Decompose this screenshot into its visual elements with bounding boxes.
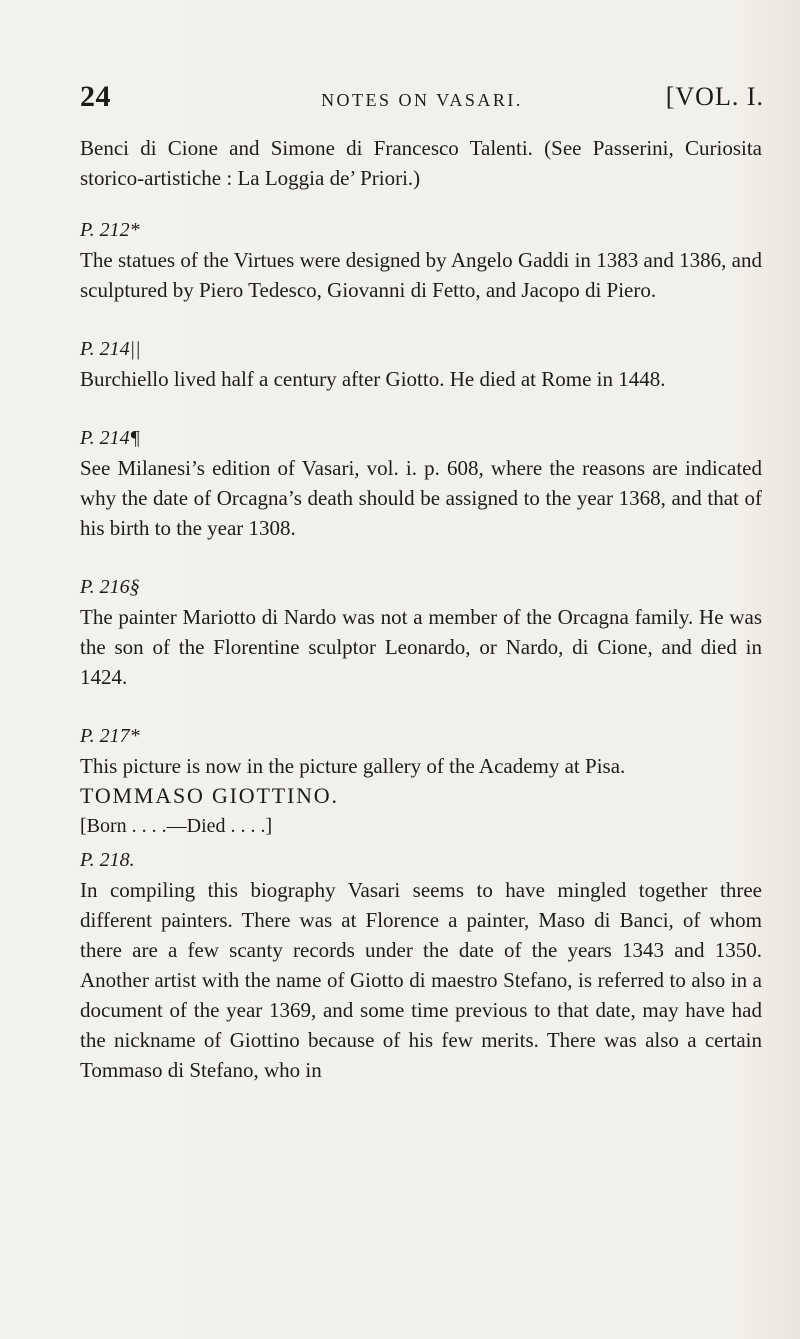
page-body xyxy=(80,133,762,1085)
note-heading: P. 217* xyxy=(80,725,140,747)
section-dates: [Born . . . .—Died . . . .] xyxy=(80,815,273,837)
section-note-heading: P. 218. xyxy=(80,849,135,871)
note-paragraph: Burchiello lived half a century after Giotto. He died at Rome in 1448. xyxy=(80,367,666,391)
note-paragraph: See Milanesi’s edition of Vasari, vol. i. p. 608, where the reasons are indicated why the date of Orcagna’s death should be assigned to the year 1368, and that of his birth to the year 1308. xyxy=(80,456,762,540)
note-paragraph: The statues of the Virtues were designed by Angelo Gaddi in 1383 and 1386, and sculptured by Piero Tedesco, Giovanni di Fetto, and Jacopo di Piero. xyxy=(80,248,762,302)
section-paragraph: In compiling this biography Vasari seems to have mingled together three different painters. There was at Florence a painter, Maso di Banci, of whom there are a few scanty records under the date of the years 1343 and 1350. Another artist with the name of Giotto di maestro Stefano, is referred to also in a document of the year 1369, and some time previous to that date, may have had the nickname of Giottino because of his few merits. There was also a certain Tommaso di Stefano, who in xyxy=(80,878,762,1082)
note-heading: P. 214¶ xyxy=(80,427,141,449)
note-paragraph: The painter Mariotto di Nardo was not a member of the Orcagna family. He was the son of the Florentine sculptor Leonardo, or Nardo, di Cione, and died in 1424. xyxy=(80,605,762,689)
volume-label: [VOL. I. xyxy=(665,82,764,111)
running-head xyxy=(80,80,764,120)
section-title: TOMMASO GIOTTINO. xyxy=(80,783,339,808)
running-title: NOTES ON VASARI. xyxy=(321,90,523,110)
page-number: 24 xyxy=(80,80,111,113)
note-heading: P. 214|| xyxy=(80,338,141,360)
note-paragraph: This picture is now in the picture gallery of the Academy at Pisa. xyxy=(80,754,626,778)
intro-paragraph: Benci di Cione and Simone di Francesco Talenti. (See Passerini, Curiosita storico-artistiche : La Loggia de’ Priori.) xyxy=(80,136,762,190)
note-heading: P. 216§ xyxy=(80,576,140,598)
note-heading: P. 212* xyxy=(80,219,140,241)
